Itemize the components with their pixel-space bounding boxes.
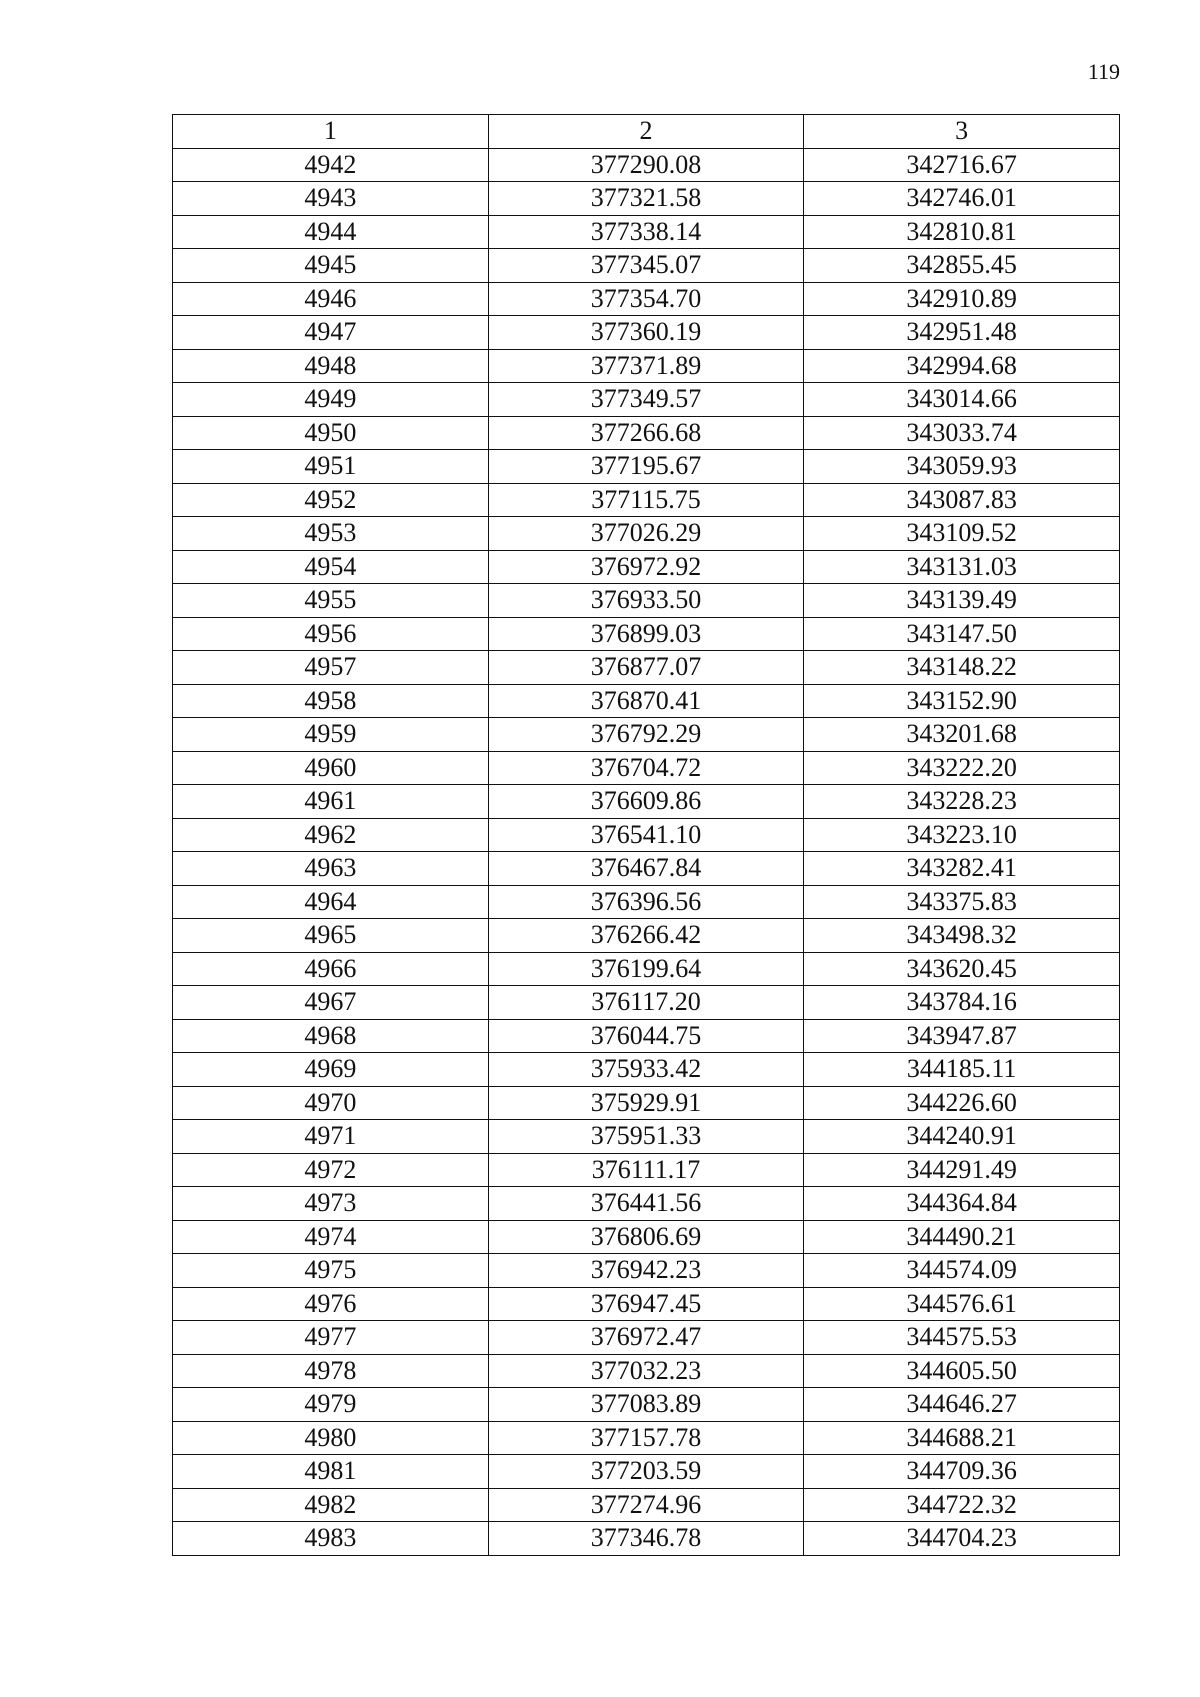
cell-coordinate-x: 377371.89 xyxy=(488,349,804,383)
cell-coordinate-x: 376111.17 xyxy=(488,1153,804,1187)
cell-point-number: 4943 xyxy=(173,182,489,216)
cell-coordinate-x: 376942.23 xyxy=(488,1254,804,1288)
cell-point-number: 4951 xyxy=(173,450,489,484)
cell-coordinate-x: 377115.75 xyxy=(488,483,804,517)
cell-coordinate-y: 343201.68 xyxy=(804,718,1120,752)
cell-point-number: 4948 xyxy=(173,349,489,383)
cell-point-number: 4971 xyxy=(173,1120,489,1154)
cell-point-number: 4966 xyxy=(173,952,489,986)
cell-coordinate-y: 343014.66 xyxy=(804,383,1120,417)
table-row xyxy=(173,986,1120,1020)
cell-coordinate-y: 344226.60 xyxy=(804,1086,1120,1120)
cell-coordinate-x: 377195.67 xyxy=(488,450,804,484)
table-row xyxy=(173,1522,1120,1556)
cell-coordinate-y: 344575.53 xyxy=(804,1321,1120,1355)
cell-coordinate-x: 376947.45 xyxy=(488,1287,804,1321)
cell-point-number: 4969 xyxy=(173,1053,489,1087)
cell-point-number: 4975 xyxy=(173,1254,489,1288)
table-row xyxy=(173,450,1120,484)
cell-point-number: 4982 xyxy=(173,1488,489,1522)
cell-point-number: 4978 xyxy=(173,1354,489,1388)
cell-coordinate-x: 377290.08 xyxy=(488,148,804,182)
cell-coordinate-x: 377338.14 xyxy=(488,215,804,249)
cell-point-number: 4956 xyxy=(173,617,489,651)
cell-coordinate-y: 344576.61 xyxy=(804,1287,1120,1321)
table-row xyxy=(173,1187,1120,1221)
table-row xyxy=(173,1086,1120,1120)
cell-coordinate-x: 376972.47 xyxy=(488,1321,804,1355)
cell-coordinate-y: 343148.22 xyxy=(804,651,1120,685)
table-row xyxy=(173,751,1120,785)
cell-coordinate-x: 376806.69 xyxy=(488,1220,804,1254)
cell-coordinate-x: 377345.07 xyxy=(488,249,804,283)
table-row xyxy=(173,617,1120,651)
coordinates-table xyxy=(172,114,1120,1556)
cell-coordinate-y: 343947.87 xyxy=(804,1019,1120,1053)
table-row xyxy=(173,215,1120,249)
cell-coordinate-x: 376541.10 xyxy=(488,818,804,852)
cell-coordinate-y: 343223.10 xyxy=(804,818,1120,852)
cell-coordinate-x: 377274.96 xyxy=(488,1488,804,1522)
table-row xyxy=(173,1388,1120,1422)
cell-point-number: 4949 xyxy=(173,383,489,417)
cell-point-number: 4964 xyxy=(173,885,489,919)
cell-point-number: 4958 xyxy=(173,684,489,718)
cell-coordinate-x: 376441.56 xyxy=(488,1187,804,1221)
cell-coordinate-x: 376044.75 xyxy=(488,1019,804,1053)
table-row xyxy=(173,182,1120,216)
cell-point-number: 4981 xyxy=(173,1455,489,1489)
cell-point-number: 4955 xyxy=(173,584,489,618)
cell-point-number: 4970 xyxy=(173,1086,489,1120)
cell-coordinate-y: 343375.83 xyxy=(804,885,1120,919)
cell-coordinate-x: 376933.50 xyxy=(488,584,804,618)
cell-coordinate-y: 344605.50 xyxy=(804,1354,1120,1388)
header-row xyxy=(173,115,1120,149)
cell-point-number: 4979 xyxy=(173,1388,489,1422)
cell-coordinate-x: 375933.42 xyxy=(488,1053,804,1087)
cell-coordinate-x: 377354.70 xyxy=(488,282,804,316)
cell-point-number: 4961 xyxy=(173,785,489,819)
table-row xyxy=(173,517,1120,551)
cell-coordinate-y: 344688.21 xyxy=(804,1421,1120,1455)
cell-coordinate-y: 343282.41 xyxy=(804,852,1120,886)
cell-point-number: 4974 xyxy=(173,1220,489,1254)
cell-point-number: 4952 xyxy=(173,483,489,517)
table-row xyxy=(173,1254,1120,1288)
cell-coordinate-y: 343228.23 xyxy=(804,785,1120,819)
cell-coordinate-y: 344364.84 xyxy=(804,1187,1120,1221)
table-row xyxy=(173,1053,1120,1087)
table-body xyxy=(173,148,1120,1555)
table-row xyxy=(173,1455,1120,1489)
table-row xyxy=(173,1019,1120,1053)
table-row xyxy=(173,483,1120,517)
cell-point-number: 4962 xyxy=(173,818,489,852)
cell-coordinate-x: 377321.58 xyxy=(488,182,804,216)
cell-point-number: 4945 xyxy=(173,249,489,283)
cell-coordinate-x: 377026.29 xyxy=(488,517,804,551)
cell-coordinate-x: 376199.64 xyxy=(488,952,804,986)
table-row xyxy=(173,316,1120,350)
cell-point-number: 4976 xyxy=(173,1287,489,1321)
cell-point-number: 4947 xyxy=(173,316,489,350)
cell-coordinate-y: 344646.27 xyxy=(804,1388,1120,1422)
cell-coordinate-x: 377157.78 xyxy=(488,1421,804,1455)
cell-coordinate-y: 342810.81 xyxy=(804,215,1120,249)
cell-coordinate-x: 376899.03 xyxy=(488,617,804,651)
cell-coordinate-y: 343784.16 xyxy=(804,986,1120,1020)
cell-point-number: 4972 xyxy=(173,1153,489,1187)
table-row xyxy=(173,383,1120,417)
table-row xyxy=(173,1120,1120,1154)
cell-coordinate-x: 376792.29 xyxy=(488,718,804,752)
cell-point-number: 4946 xyxy=(173,282,489,316)
cell-coordinate-x: 376266.42 xyxy=(488,919,804,953)
table-row xyxy=(173,1354,1120,1388)
cell-point-number: 4983 xyxy=(173,1522,489,1556)
cell-point-number: 4968 xyxy=(173,1019,489,1053)
cell-coordinate-x: 375929.91 xyxy=(488,1086,804,1120)
table-row xyxy=(173,1421,1120,1455)
table-row xyxy=(173,818,1120,852)
cell-coordinate-x: 377349.57 xyxy=(488,383,804,417)
cell-point-number: 4977 xyxy=(173,1321,489,1355)
cell-coordinate-y: 342910.89 xyxy=(804,282,1120,316)
table-row xyxy=(173,148,1120,182)
table-row xyxy=(173,718,1120,752)
cell-point-number: 4954 xyxy=(173,550,489,584)
cell-point-number: 4963 xyxy=(173,852,489,886)
cell-coordinate-y: 343087.83 xyxy=(804,483,1120,517)
table-row xyxy=(173,1287,1120,1321)
table-row xyxy=(173,885,1120,919)
cell-coordinate-y: 344709.36 xyxy=(804,1455,1120,1489)
cell-point-number: 4967 xyxy=(173,986,489,1020)
table-row xyxy=(173,651,1120,685)
cell-coordinate-x: 377083.89 xyxy=(488,1388,804,1422)
column-header-2: 2 xyxy=(488,115,804,149)
table-row xyxy=(173,416,1120,450)
table-row xyxy=(173,919,1120,953)
cell-coordinate-y: 343109.52 xyxy=(804,517,1120,551)
table-row xyxy=(173,1321,1120,1355)
cell-coordinate-y: 344574.09 xyxy=(804,1254,1120,1288)
cell-coordinate-x: 376870.41 xyxy=(488,684,804,718)
cell-point-number: 4953 xyxy=(173,517,489,551)
cell-point-number: 4960 xyxy=(173,751,489,785)
cell-coordinate-y: 344704.23 xyxy=(804,1522,1120,1556)
cell-coordinate-y: 343620.45 xyxy=(804,952,1120,986)
cell-coordinate-x: 377346.78 xyxy=(488,1522,804,1556)
cell-coordinate-x: 376467.84 xyxy=(488,852,804,886)
cell-coordinate-y: 343033.74 xyxy=(804,416,1120,450)
table-row xyxy=(173,1153,1120,1187)
table-header xyxy=(173,115,1120,149)
column-header-3: 3 xyxy=(804,115,1120,149)
cell-coordinate-y: 343139.49 xyxy=(804,584,1120,618)
cell-coordinate-x: 376117.20 xyxy=(488,986,804,1020)
table-row xyxy=(173,684,1120,718)
cell-coordinate-y: 344185.11 xyxy=(804,1053,1120,1087)
table-row xyxy=(173,952,1120,986)
cell-coordinate-y: 343059.93 xyxy=(804,450,1120,484)
cell-coordinate-y: 343222.20 xyxy=(804,751,1120,785)
cell-coordinate-y: 342746.01 xyxy=(804,182,1120,216)
column-header-1: 1 xyxy=(173,115,489,149)
cell-coordinate-y: 344291.49 xyxy=(804,1153,1120,1187)
cell-point-number: 4965 xyxy=(173,919,489,953)
table-row xyxy=(173,785,1120,819)
cell-coordinate-y: 343152.90 xyxy=(804,684,1120,718)
table-row xyxy=(173,1488,1120,1522)
cell-coordinate-y: 342716.67 xyxy=(804,148,1120,182)
table-row xyxy=(173,852,1120,886)
table-row xyxy=(173,550,1120,584)
cell-coordinate-y: 343147.50 xyxy=(804,617,1120,651)
page-number: 119 xyxy=(1087,59,1120,84)
cell-coordinate-x: 377032.23 xyxy=(488,1354,804,1388)
table-row xyxy=(173,282,1120,316)
cell-coordinate-y: 344722.32 xyxy=(804,1488,1120,1522)
table-row xyxy=(173,349,1120,383)
cell-coordinate-x: 377203.59 xyxy=(488,1455,804,1489)
table-row xyxy=(173,249,1120,283)
cell-coordinate-x: 376877.07 xyxy=(488,651,804,685)
cell-coordinate-x: 377266.68 xyxy=(488,416,804,450)
cell-coordinate-y: 344490.21 xyxy=(804,1220,1120,1254)
cell-point-number: 4957 xyxy=(173,651,489,685)
cell-coordinate-x: 376396.56 xyxy=(488,885,804,919)
cell-coordinate-y: 342994.68 xyxy=(804,349,1120,383)
cell-point-number: 4980 xyxy=(173,1421,489,1455)
cell-coordinate-y: 343498.32 xyxy=(804,919,1120,953)
cell-point-number: 4944 xyxy=(173,215,489,249)
cell-point-number: 4950 xyxy=(173,416,489,450)
cell-coordinate-y: 344240.91 xyxy=(804,1120,1120,1154)
cell-coordinate-x: 376972.92 xyxy=(488,550,804,584)
table-row xyxy=(173,584,1120,618)
cell-coordinate-x: 375951.33 xyxy=(488,1120,804,1154)
cell-point-number: 4942 xyxy=(173,148,489,182)
cell-coordinate-y: 342855.45 xyxy=(804,249,1120,283)
cell-point-number: 4973 xyxy=(173,1187,489,1221)
cell-coordinate-x: 376609.86 xyxy=(488,785,804,819)
table-row xyxy=(173,1220,1120,1254)
cell-coordinate-y: 342951.48 xyxy=(804,316,1120,350)
cell-coordinate-y: 343131.03 xyxy=(804,550,1120,584)
cell-coordinate-x: 377360.19 xyxy=(488,316,804,350)
cell-coordinate-x: 376704.72 xyxy=(488,751,804,785)
cell-point-number: 4959 xyxy=(173,718,489,752)
